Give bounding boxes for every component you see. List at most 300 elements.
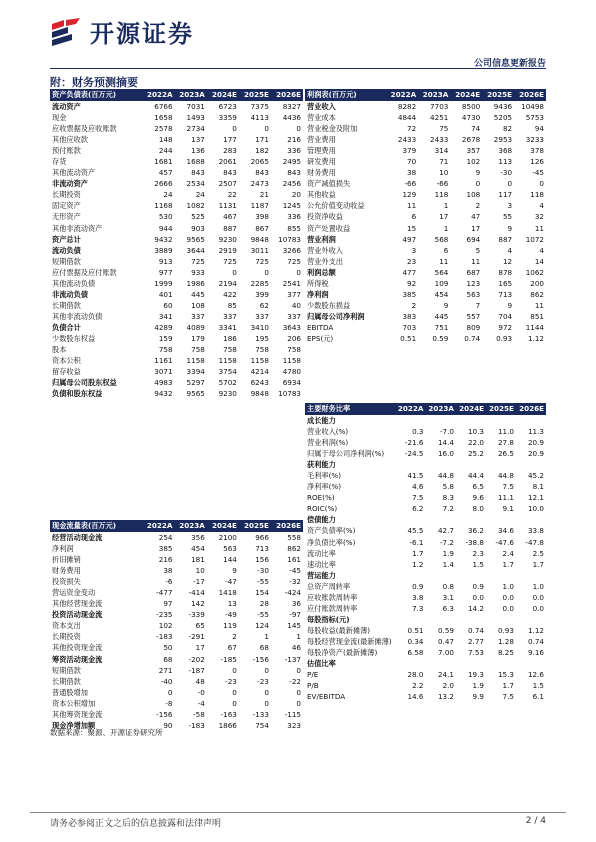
value-cell: 0.74 [467,625,484,635]
table-row [305,581,546,592]
value-cell: 0 [296,665,301,675]
value-cell: 13 [227,599,237,609]
table-row [50,620,303,631]
value-cell: 368 [498,146,513,156]
row-label: 营运能力 [307,570,336,580]
value-cell: 11 [534,223,544,233]
value-cell: 2578 [154,124,173,134]
value-cell: 71 [439,157,449,167]
row-label: 管理费用 [307,146,336,156]
year-header-cell: 2024E [456,403,486,415]
value-cell: 2534 [186,179,205,189]
value-cell: 0.9 [412,581,424,591]
value-cell: 216 [158,555,173,565]
value-cell: 11 [439,256,449,266]
value-cell [486,415,516,426]
value-cell: 216 [287,135,301,145]
value-cell: 20 [291,190,301,200]
cash-flow-table [50,520,303,731]
row-label: 短期借款 [52,256,81,266]
table-row [50,300,303,311]
value-cell: 843 [255,168,269,178]
year-header-cell: 2023A [174,520,206,532]
value-cell: 357 [466,146,481,156]
row-label: 非流动负债 [52,289,88,299]
value-cell: 145 [287,621,301,631]
value-cell: 6766 [154,102,173,111]
row-label: 归属母公司股东权益 [52,378,117,388]
row-label: ROE(%) [307,493,335,503]
page-number: 2 / 4 [525,816,546,826]
value-cell: 9436 [493,102,513,111]
value-cell: 725 [287,256,301,266]
value-cell: 336 [287,146,301,156]
value-cell: 1144 [525,322,544,332]
value-cell: 314 [434,146,449,156]
value-cell: 271 [158,665,173,675]
value-cell: 254 [158,533,173,542]
value-cell: 7.00 [437,647,454,657]
value-cell [395,459,426,470]
value-cell: 55 [502,212,513,222]
value-cell: 6723 [218,102,237,111]
value-cell: 123 [466,278,481,288]
table-row [50,609,303,620]
value-cell: 24.1 [437,670,454,680]
value-cell: 6243 [250,378,269,388]
value-cell: -183 [156,632,173,642]
value-cell: 4 [539,201,544,211]
table-row [305,145,546,156]
value-cell: 1999 [154,278,173,288]
value-cell: 2 [475,201,481,211]
row-label: 现金净增加额 [52,720,96,730]
value-cell: 1082 [186,201,205,211]
table-row [305,592,546,603]
row-label: 营业费用 [307,135,336,145]
value-cell: 9230 [218,234,237,244]
header-rule [50,68,546,69]
year-header-cell: 2026E [514,89,546,101]
value-cell: 754 [255,720,269,730]
value-cell: 109 [434,278,449,288]
value-cell: 154 [255,588,269,598]
year-header-cell: 2022A [395,403,426,415]
value-cell: 843 [287,168,301,178]
table-row [50,333,303,344]
row-label: 流动负债 [52,245,81,255]
value-cell: 12.6 [527,670,544,680]
value-cell: 9 [232,566,237,576]
value-cell: 1187 [250,201,269,211]
value-cell: -7.2 [439,537,454,547]
logo-text: 开源证券 [90,20,194,48]
value-cell [395,415,426,426]
value-cell: 118 [530,190,544,200]
value-cell: 24 [163,190,173,200]
value-cell: -202 [188,654,205,664]
value-cell: 10.3 [467,427,484,437]
value-cell: 0 [167,687,173,697]
value-cell: 126 [530,157,544,167]
value-cell: 3889 [154,245,173,255]
value-cell: 14.6 [407,692,424,702]
row-label: 现金 [52,113,67,123]
value-cell: 6 [443,245,449,255]
value-cell: 117 [498,190,513,200]
table-row [50,189,303,200]
value-cell: -24.5 [404,449,424,459]
value-cell: 5297 [186,378,205,388]
value-cell [456,614,486,625]
value-cell: 0 [296,698,301,708]
row-label: 少数股东损益 [307,300,351,310]
value-cell: 22.0 [467,438,484,448]
value-cell: 4436 [282,113,301,123]
value-cell: -97 [289,610,301,620]
year-header-cell: 2024E [450,89,482,101]
row-label: 净利润 [52,544,74,554]
value-cell: 323 [287,720,301,730]
table-row [305,278,546,289]
value-cell [456,570,486,581]
row-label: 流动资产 [52,102,81,111]
row-label: 净利率(%) [307,482,342,492]
table-row [305,211,546,222]
table-row [50,377,303,388]
value-cell: 108 [191,300,205,310]
year-header-cell: 2025E [486,403,516,415]
row-label: 长期投资 [52,190,81,200]
value-cell: 694 [466,234,481,244]
value-cell: 398 [255,212,269,222]
value-cell: 378 [530,146,544,156]
row-label: EV/EBITDA [307,692,346,702]
value-cell: -156 [252,654,269,664]
table-row [50,598,303,609]
value-cell: 809 [466,322,481,332]
value-cell: 1 [443,201,449,211]
value-cell: 4 [507,245,513,255]
value-cell: 385 [158,544,173,554]
value-cell [486,658,516,669]
table-row [50,642,303,653]
row-label: 每股经营现金流(最新摊薄) [307,636,392,646]
value-cell: 0 [296,267,301,277]
value-cell [426,459,457,470]
value-cell: 8500 [461,102,481,111]
table-header-row [305,403,546,415]
value-cell: 102 [158,621,173,631]
legal-disclaimer: 请务必参阅正文之后的信息披露和法律声明 [50,819,222,829]
row-label: 资本公积 [52,356,81,366]
value-cell: 8282 [397,102,417,111]
value-cell: -47.8 [525,537,544,547]
value-cell: 887 [223,223,237,233]
row-label: 投资活动现金流 [52,610,103,620]
value-cell: 0 [264,124,269,134]
table-header-row [50,520,303,532]
value-cell: 0 [539,179,544,189]
table-row [50,311,303,322]
value-cell: 7.53 [467,647,484,657]
value-cell: 161 [287,555,301,565]
row-label: 其他经营现金流 [52,599,103,609]
value-cell: 0 [232,267,237,277]
table-row [305,426,546,437]
value-cell: 855 [287,223,301,233]
value-cell: -8 [165,698,173,708]
value-cell: 862 [530,289,544,299]
value-cell [486,570,516,581]
table-row [305,333,546,344]
value-cell: -17 [193,577,205,587]
value-cell [426,415,457,426]
table-row [305,625,546,636]
value-cell: -4 [197,698,205,708]
value-cell: 171 [255,135,269,145]
value-cell: 6.58 [407,647,424,657]
table-row [50,245,303,256]
value-cell: 2 [232,632,237,642]
value-cell: 6 [411,212,417,222]
value-cell: 457 [158,168,173,178]
value-cell: 4844 [397,113,417,123]
value-cell: 0.47 [437,636,454,646]
value-cell: 3754 [218,367,237,377]
value-cell: 704 [498,311,513,321]
value-cell: -32 [289,577,301,587]
year-header-cell: 2023A [175,89,207,101]
table-row [50,256,303,267]
value-cell: 2541 [282,278,301,288]
value-cell: 1131 [218,201,237,211]
value-cell: 944 [158,223,173,233]
value-cell: 751 [434,322,449,332]
row-label: 其他投资现金流 [52,643,103,653]
value-cell: 1158 [218,356,237,366]
value-cell: 22 [227,190,237,200]
value-cell: 9432 [154,389,173,399]
value-cell: -47.6 [495,537,514,547]
row-label: 折旧摊销 [52,555,81,565]
table-row [305,548,546,559]
table-row [305,223,546,234]
value-cell: 44.8 [437,471,454,481]
value-cell: 3 [507,201,513,211]
value-cell: 2433 [430,135,449,145]
value-cell: 14.4 [437,438,454,448]
value-cell: 9565 [186,389,205,399]
year-header-cell: 2022A [142,520,174,532]
value-cell: 47 [471,212,481,222]
value-cell: 16.0 [437,449,454,459]
row-label: 所得税 [307,278,329,288]
value-cell: -185 [220,654,237,664]
value-cell: 477 [402,267,417,277]
value-cell: 1.0 [502,581,514,591]
value-cell: -6 [165,577,173,587]
value-cell: -38.8 [465,537,484,547]
table-row [50,278,303,289]
row-label: 长期借款 [52,300,81,310]
value-cell: 1 [443,223,449,233]
company-logo [50,14,194,49]
value-cell: 17 [195,643,205,653]
value-cell: 92 [407,278,417,288]
value-cell: 851 [530,311,544,321]
table-row [305,437,546,448]
value-cell: 2953 [493,135,513,145]
value-cell: 75 [439,124,449,134]
value-cell: 21 [259,190,269,200]
value-cell: 0.34 [407,636,424,646]
value-cell: 200 [530,278,544,288]
value-cell [516,614,546,625]
table-row [50,698,303,709]
value-cell: 867 [255,223,269,233]
value-cell: 10783 [278,389,301,399]
row-label: 少数股东权益 [52,333,96,343]
value-cell: -133 [252,709,269,719]
row-label: 经营活动现金流 [52,533,103,542]
year-header-cell: 2022A [142,89,174,101]
value-cell: 4.6 [412,482,424,492]
value-cell: 356 [191,533,205,542]
row-label: 其他非流动负债 [52,311,103,321]
value-cell: 3341 [218,322,237,332]
value-cell: 1.5 [472,559,484,569]
row-label: 营运资金变动 [52,588,96,598]
row-label: 财务费用 [307,168,336,178]
row-label: 无形资产 [52,212,81,222]
table-row [50,665,303,676]
value-cell [426,514,457,525]
table-title-cell: 资产负债表(百万元) [50,89,142,101]
table-title-cell: 主要财务比率 [305,403,395,415]
table-row [305,647,546,658]
value-cell: -183 [188,720,205,730]
row-label: 应收账款周转率 [307,592,358,602]
table-row [50,112,303,123]
value-cell: 1986 [186,278,205,288]
value-cell: -0 [197,687,205,697]
value-cell: 8.25 [497,647,514,657]
value-cell: 45.2 [527,471,544,481]
value-cell [516,459,546,470]
value-cell: 1493 [186,113,205,123]
value-cell: 85 [227,300,237,310]
row-label: 长期借款 [52,676,81,686]
value-cell: 0.59 [432,333,449,343]
value-cell: 454 [434,289,449,299]
value-cell: 336 [287,212,301,222]
value-cell: 1681 [154,157,173,167]
value-cell: 9.16 [527,647,544,657]
value-cell: 6.2 [412,504,424,514]
value-cell: 379 [402,146,417,156]
table-row [305,245,546,256]
value-cell [516,514,546,525]
row-label: 留存收益 [52,367,81,377]
row-label: 其他流动资产 [52,168,96,178]
value-cell: 20.9 [527,449,544,459]
value-cell: -45 [289,566,301,576]
table-row [50,654,303,665]
value-cell: 2919 [218,245,237,255]
value-cell: 2194 [218,278,237,288]
value-cell: 563 [466,289,481,299]
value-cell: 2456 [282,179,301,189]
value-cell [486,459,516,470]
value-cell: 341 [158,311,173,321]
year-header-cell: 2026E [516,403,546,415]
value-cell: -6.1 [409,537,424,547]
value-cell: 758 [158,345,173,355]
table-row [305,669,546,680]
section-title: 附：财务预测摘要 [50,76,138,89]
value-cell: 1 [264,632,269,642]
value-cell: 11 [407,201,417,211]
value-cell: 4251 [430,113,449,123]
value-cell: 13.2 [437,692,454,702]
table-row [305,112,546,123]
value-cell: 564 [434,267,449,277]
value-cell: 758 [255,345,269,355]
value-cell: 0 [264,698,269,708]
value-cell: 11.0 [497,427,514,437]
value-cell: 62 [259,300,269,310]
value-cell: 179 [191,333,205,343]
table-row [305,481,546,492]
value-cell: 913 [158,256,173,266]
value-cell: 32 [534,212,544,222]
value-cell: 0.8 [442,581,454,591]
row-label: P/B [307,681,319,691]
row-label: 其他筹资现金流 [52,709,103,719]
table-row [50,234,303,245]
row-label: 长期投资 [52,632,81,642]
table-row [305,448,546,459]
row-label: 投资净收益 [307,212,343,222]
row-label: 归属母公司净利润 [307,311,365,321]
value-cell: 758 [223,345,237,355]
table-row [305,691,546,702]
value-cell: 9432 [154,234,173,244]
value-cell: 7.5 [502,692,514,702]
row-label: 资产减值损失 [307,179,351,189]
row-label: 筹资活动现金流 [52,654,103,664]
row-label: 应收票据及应收账款 [52,124,117,134]
value-cell: 2065 [250,157,269,167]
value-cell [395,614,426,625]
value-cell: 10498 [521,102,544,111]
value-cell: -58 [193,709,205,719]
table-row [305,470,546,481]
value-cell: 2 [411,300,417,310]
value-cell: 3394 [186,367,205,377]
value-cell [456,415,486,426]
table-row [305,570,546,581]
value-cell: 156 [255,555,269,565]
value-cell: 3410 [250,322,269,332]
table-row [305,603,546,614]
value-cell: -40 [160,676,173,686]
value-cell: 5 [475,245,481,255]
table-row [305,525,546,536]
value-cell: 0.93 [497,625,514,635]
value-cell: 725 [191,256,205,266]
